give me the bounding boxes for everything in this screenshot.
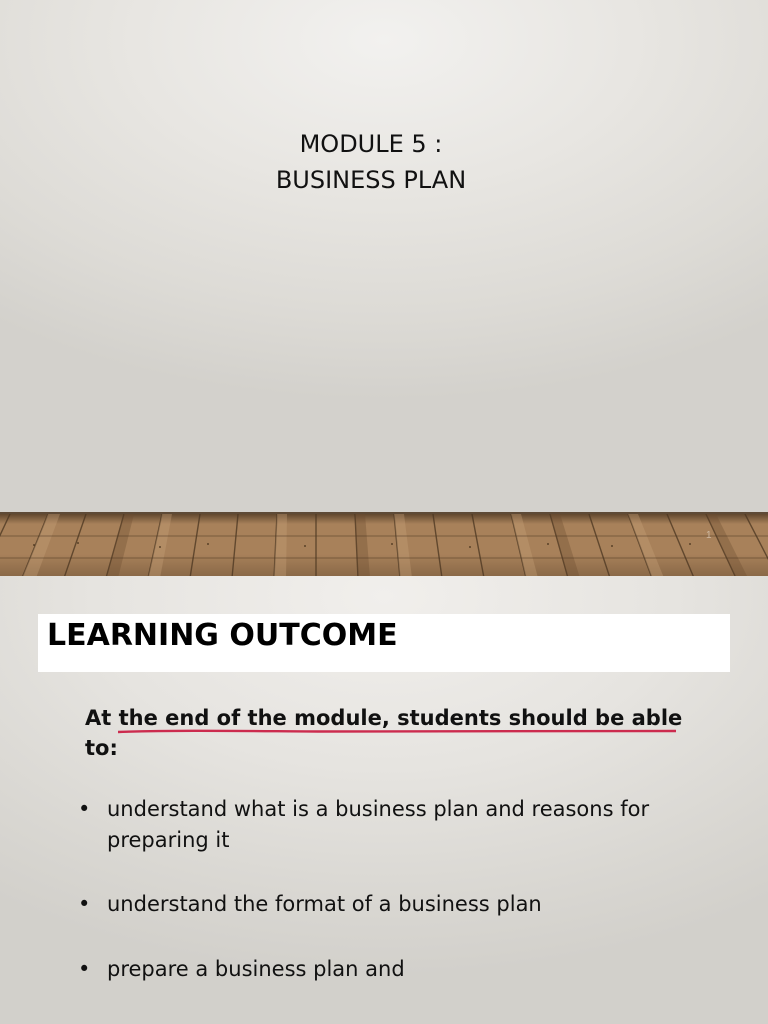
slide-title-line-2: BUSINESS PLAN (275, 166, 467, 194)
bullet-icon: • (78, 957, 91, 981)
list-item-text: understand the format of a business plan (107, 892, 542, 916)
list-item (78, 889, 718, 920)
wood-planks (0, 514, 768, 576)
learning-outcome-slide (0, 576, 768, 1024)
list-item-text: understand what is a business plan and reasons for preparing it (107, 797, 650, 852)
slide-number: 1 (706, 530, 712, 541)
list-item-text: prepare a business plan and (107, 957, 405, 981)
intro-text: At the end of the module, students should be able to: (85, 706, 683, 760)
slide-heading: LEARNING OUTCOME (47, 618, 398, 653)
bullet-icon: • (78, 892, 91, 916)
outcome-list (78, 794, 718, 985)
list-item (78, 954, 718, 985)
bullet-icon: • (78, 797, 91, 821)
slide-title-line-1: MODULE 5 : (299, 130, 443, 158)
heading-box (38, 614, 730, 672)
list-item (78, 794, 718, 856)
spellcheck-underline (118, 728, 676, 736)
wood-floor-image (0, 512, 768, 576)
slide-title (0, 126, 742, 198)
